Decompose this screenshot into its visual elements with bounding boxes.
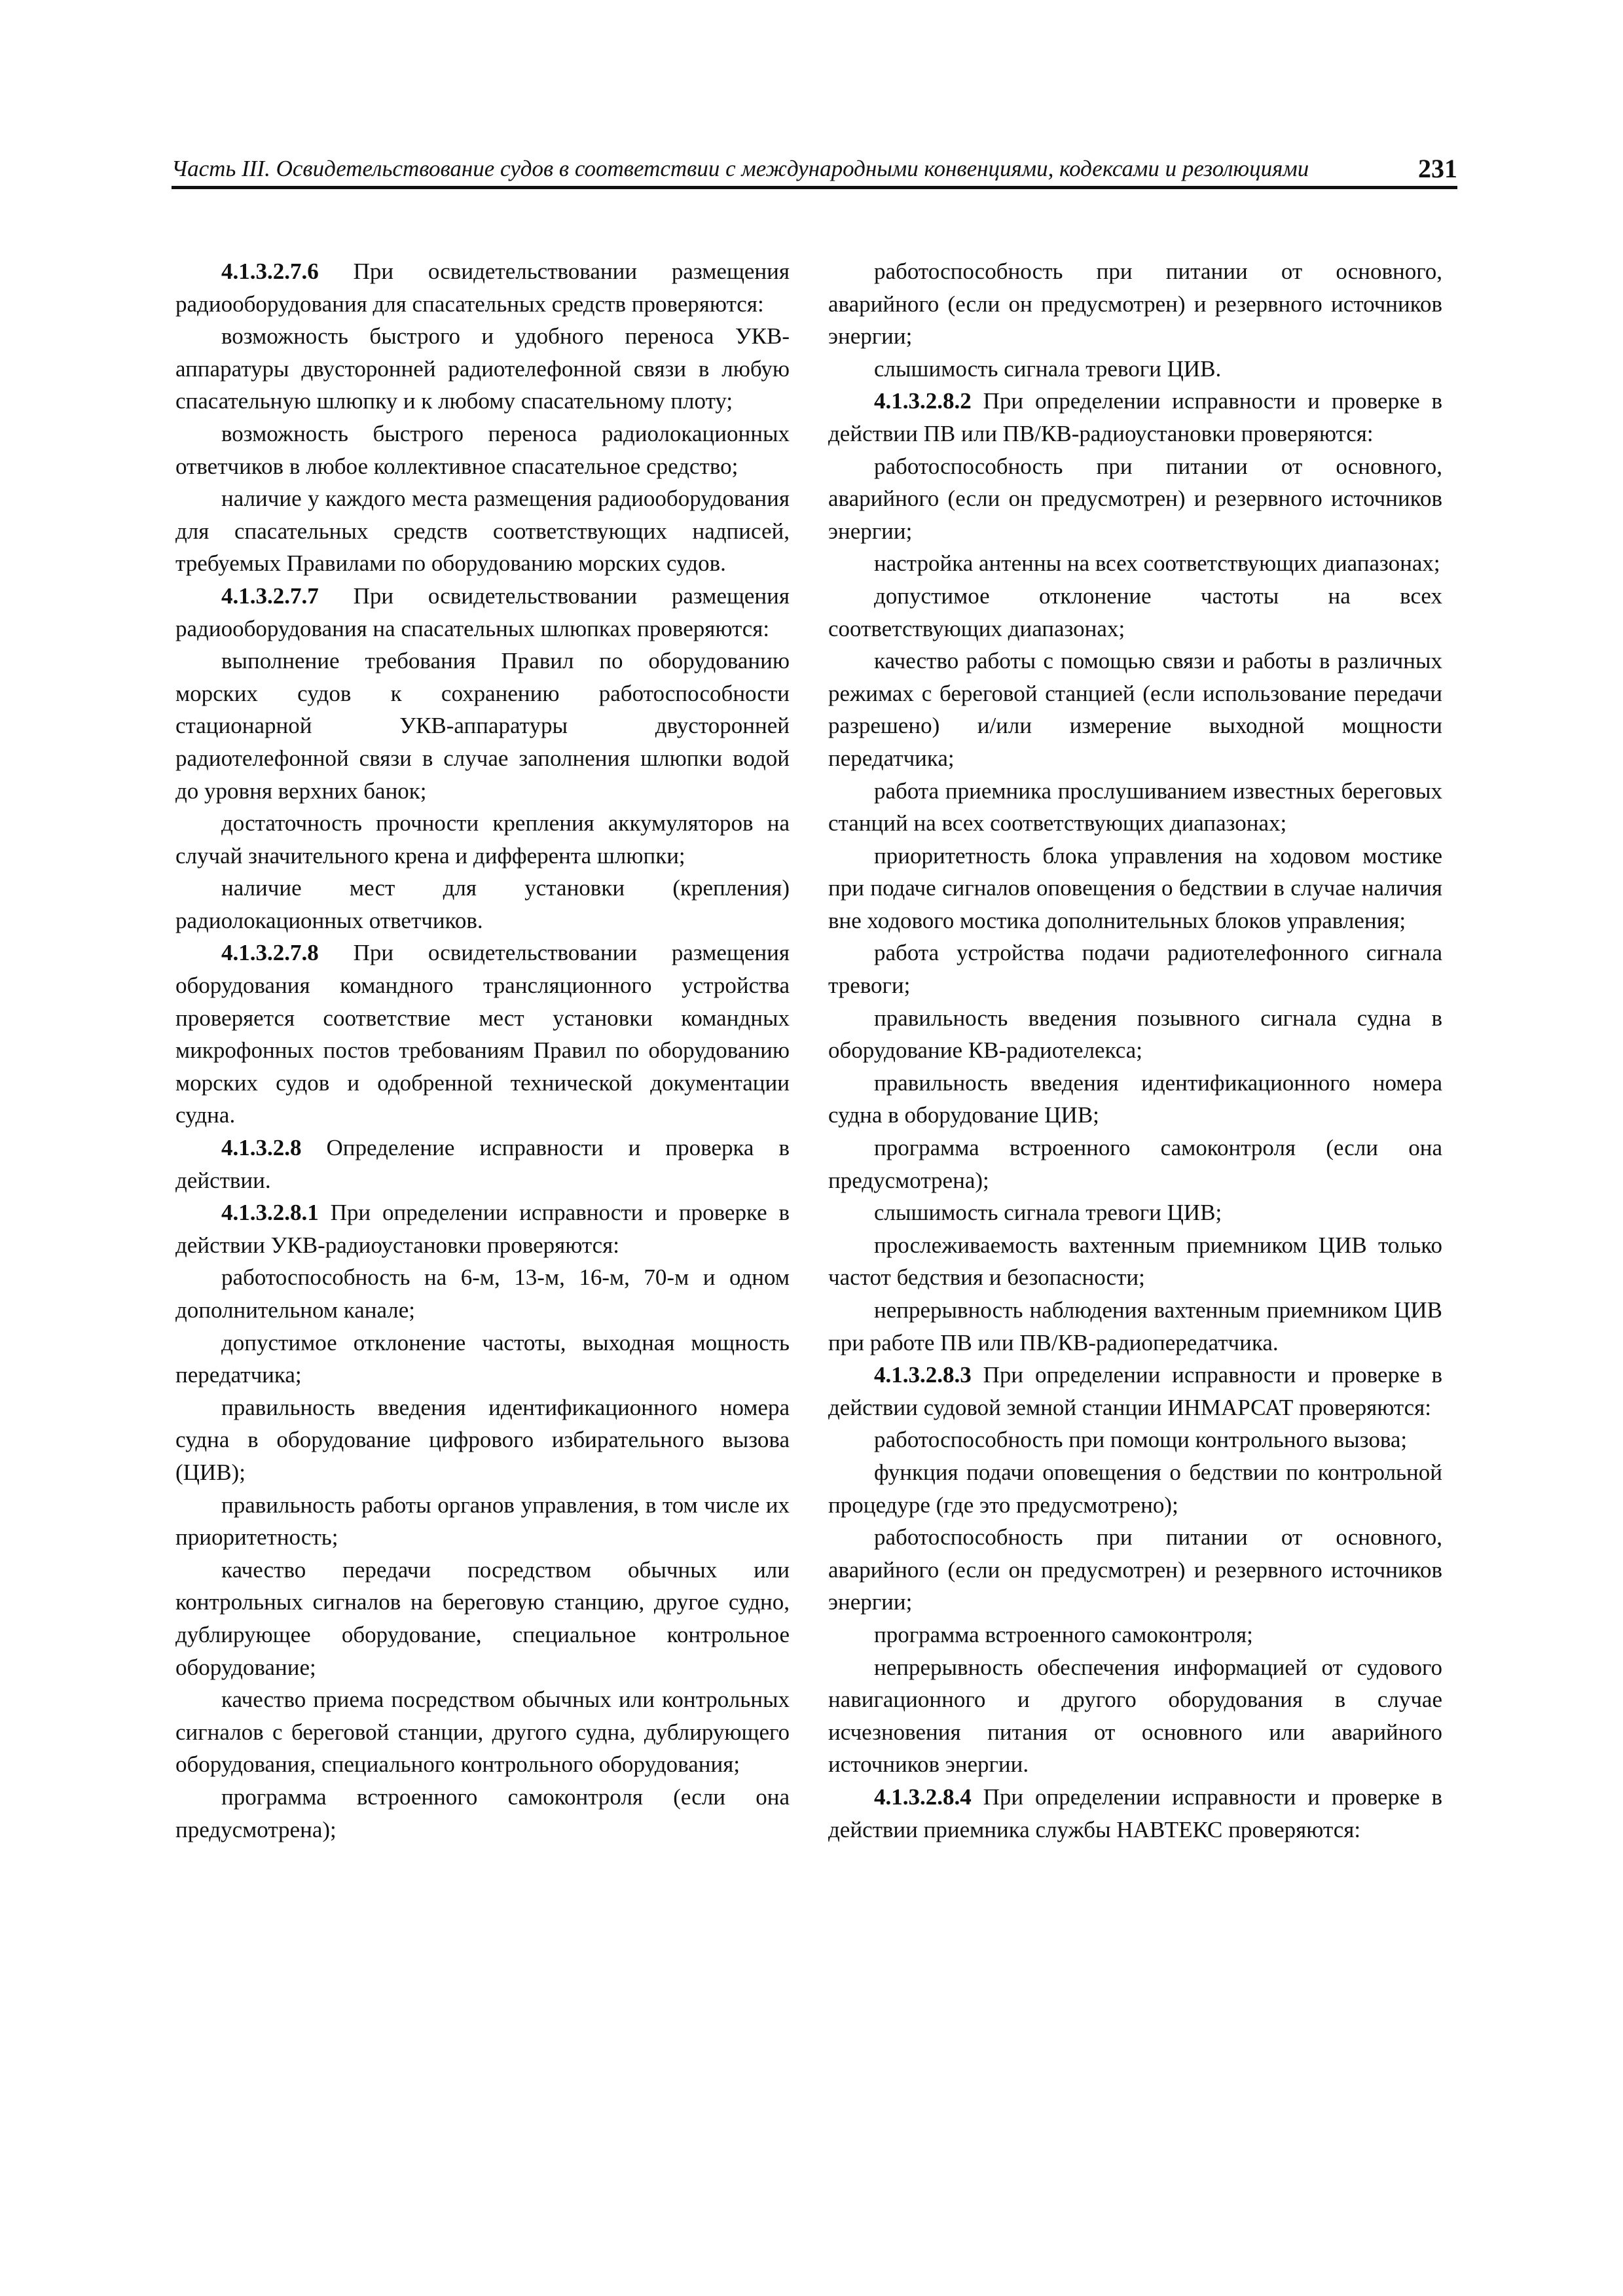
paragraph-text: работоспособность на 6-м, 13-м, 16-м, 70-м и одном дополнительном канале; (175, 1265, 790, 1323)
paragraph-text: возможность быстрого и удобного переноса УКВ-аппаратуры двусторонней радиотелефонной связи в любую спасательную шлюпку и к любому спасательному плоту; (175, 323, 790, 414)
paragraph-text: качество передачи посредством обычных или контрольных сигналов на береговую станцию, другое судно, дублирующее оборудование, специальное контрольное оборудование; (175, 1556, 790, 1680)
paragraph (175, 1489, 790, 1554)
clause-number: 4.1.3.2.8.3 (874, 1362, 972, 1388)
paragraph-text: работа приемника прослушиванием известных береговых станций на всех соответствующих диапазонах; (828, 778, 1442, 836)
paragraph-text: непрерывность наблюдения вахтенным приемником ЦИВ при работе ПВ или ПВ/КВ-радиопередатчика. (828, 1297, 1442, 1355)
paragraph (828, 450, 1442, 548)
paragraph-text: При освидетельствовании размещения оборудования командного трансляционного устройства проверяется соответствие мест установки командных микрофонных постов требованиям Правил по оборудованию морских судов и одобренной технической документации судна. (175, 940, 790, 1128)
paragraph-text: настройка антенны на всех соответствующих диапазонах; (874, 550, 1440, 577)
paragraph-text: прослеживаемость вахтенным приемником ЦИВ только частот бедствия и безопасности; (828, 1232, 1442, 1291)
paragraph-text: работоспособность при питании от основного, аварийного (если он предусмотрен) и резервного источников энергии; (828, 1524, 1442, 1615)
paragraph-text: возможность быстрого переноса радиолокационных ответчиков в любое коллективное спасательное средство; (175, 420, 790, 479)
paragraph-text: допустимое отклонение частоты на всех соответствующих диапазонах; (828, 583, 1442, 641)
paragraph-text: Определение исправности и проверка в действии. (175, 1135, 790, 1193)
clause-number: 4.1.3.2.7.8 (221, 940, 319, 966)
left-column (175, 255, 790, 1846)
paragraph-text: приоритетность блока управления на ходовом мостике при подаче сигналов оповещения о бедствии в случае наличия вне ходового мостика дополнительных блоков управления; (828, 842, 1442, 933)
paragraph-text: непрерывность обеспечения информацией от судового навигационного и другого оборудования в случае исчезновения питания от основного или аварийного источников энергии. (828, 1654, 1442, 1778)
clause-number: 4.1.3.2.8.2 (874, 388, 972, 414)
paragraph-text: При освидетельствовании размещения радиооборудования на спасательных шлюпках проверяются: (175, 583, 790, 641)
paragraph (175, 320, 790, 418)
paragraph-text: достаточность прочности крепления аккумуляторов на случай значительного крена и дифферента шлюпки; (175, 810, 790, 869)
paragraph (175, 1781, 790, 1846)
paragraph (828, 645, 1442, 774)
paragraph-text: правильность работы органов управления, в том числе их приоритетность; (175, 1492, 790, 1551)
paragraph (175, 807, 790, 872)
paragraph-text: качество работы с помощью связи и работы в различных режимах с береговой станцией (если использование передачи разрешено) и/или измерение выходной мощности передатчика; (828, 648, 1442, 771)
paragraph (175, 645, 790, 807)
paragraph (175, 418, 790, 482)
paragraph (175, 580, 790, 645)
paragraph-text: правильность введения идентификационного номера судна в оборудование цифрового избирательного вызова (ЦИВ); (175, 1394, 790, 1485)
paragraph (828, 1002, 1442, 1067)
paragraph (828, 1456, 1442, 1521)
paragraph-text: программа встроенного самоконтроля (если она предусмотрена); (175, 1784, 790, 1842)
paragraph-text: выполнение требования Правил по оборудованию морских судов к сохранению работоспособности стационарной УКВ-аппаратуры двусторонней радиотелефонной связи в случае заполнения шлюпки водой до уровня верхних банок; (175, 648, 790, 804)
paragraph (175, 1554, 790, 1683)
paragraph (175, 1196, 790, 1261)
clause-number: 4.1.3.2.8 (221, 1135, 302, 1161)
paragraph-text: функция подачи оповещения о бедствии по контрольной процедуре (где это предусмотрено); (828, 1459, 1442, 1518)
paragraph (828, 255, 1442, 353)
right-column (828, 255, 1442, 1846)
paragraph-text: качество приема посредством обычных или контрольных сигналов с береговой станции, другого судна, дублирующего оборудования, специального контрольного оборудования; (175, 1687, 790, 1778)
paragraph (828, 1424, 1442, 1456)
paragraph-text: наличие мест для установки (крепления) радиолокационных ответчиков. (175, 875, 790, 933)
paragraph (828, 1294, 1442, 1359)
paragraph (828, 385, 1442, 450)
paragraph-text: работа устройства подачи радиотелефонного сигнала тревоги; (828, 940, 1442, 999)
paragraph-text: программа встроенного самоконтроля (если она предусмотрена); (828, 1135, 1442, 1193)
paragraph (828, 1359, 1442, 1424)
paragraph (175, 872, 790, 937)
paragraph-text: слышимость сигнала тревоги ЦИВ. (874, 355, 1222, 382)
paragraph (175, 1391, 790, 1489)
clause-number: 4.1.3.2.7.7 (221, 583, 319, 609)
paragraph-text: правильность введения позывного сигнала судна в оборудование КВ-радиотелекса; (828, 1005, 1442, 1064)
page-number: 231 (1418, 154, 1457, 183)
paragraph-text: При определении исправности и проверке в действии УКВ-радиоустановки проверяются: (175, 1200, 790, 1258)
paragraph-text: допустимое отклонение частоты, выходная мощность передатчика; (175, 1329, 790, 1388)
paragraph (828, 353, 1442, 386)
clause-number: 4.1.3.2.7.6 (221, 259, 319, 284)
paragraph-text: При освидетельствовании размещения радиооборудования для спасательных средств проверяются: (175, 259, 790, 317)
paragraph-text: правильность введения идентификационного номера судна в оборудование ЦИВ; (828, 1069, 1442, 1128)
paragraph (175, 255, 790, 320)
paragraph (828, 1651, 1442, 1781)
paragraph (828, 1132, 1442, 1196)
paragraph-text: При определении исправности и проверке в действии судовой земной станции ИНМАРСАТ проверяются: (828, 1362, 1442, 1420)
paragraph (175, 1261, 790, 1326)
paragraph-text: слышимость сигнала тревоги ЦИВ; (874, 1200, 1222, 1226)
paragraph (175, 937, 790, 1132)
paragraph-text: работоспособность при помощи контрольного вызова; (874, 1427, 1408, 1453)
clause-number: 4.1.3.2.8.4 (874, 1784, 972, 1810)
paragraph (828, 580, 1442, 645)
paragraph-text: работоспособность при питании от основного, аварийного (если он предусмотрен) и резервного источников энергии; (828, 453, 1442, 544)
paragraph (175, 1683, 790, 1781)
paragraph (828, 840, 1442, 937)
paragraph (828, 547, 1442, 580)
paragraph (828, 1196, 1442, 1229)
paragraph-text: работоспособность при питании от основного, аварийного (если он предусмотрен) и резервного источников энергии; (828, 259, 1442, 350)
clause-number: 4.1.3.2.8.1 (221, 1200, 319, 1226)
paragraph (828, 775, 1442, 840)
running-header (172, 139, 1457, 189)
paragraph (175, 482, 790, 580)
paragraph (828, 937, 1442, 1001)
paragraph (828, 1229, 1442, 1294)
paragraph-text: программа встроенного самоконтроля; (874, 1621, 1253, 1647)
paragraph-text: При определении исправности и проверке в действии ПВ или ПВ/КВ-радиоустановки проверяются: (828, 388, 1442, 446)
paragraph-text: наличие у каждого места размещения радиооборудования для спасательных средств соответствующих надписей, требуемых Правилами по оборудованию морских судов. (175, 486, 790, 577)
paragraph (828, 1521, 1442, 1619)
paragraph (175, 1132, 790, 1196)
paragraph-text: При определении исправности и проверке в действии приемника службы НАВТЕКС проверяются: (828, 1784, 1442, 1842)
paragraph (828, 1781, 1442, 1846)
paragraph (175, 1327, 790, 1391)
paragraph (828, 1067, 1442, 1132)
paragraph (828, 1619, 1442, 1651)
header-title: Часть III. Освидетельствование судов в соответствии с международными конвенциями, кодексами и резолюциями (172, 156, 1309, 181)
